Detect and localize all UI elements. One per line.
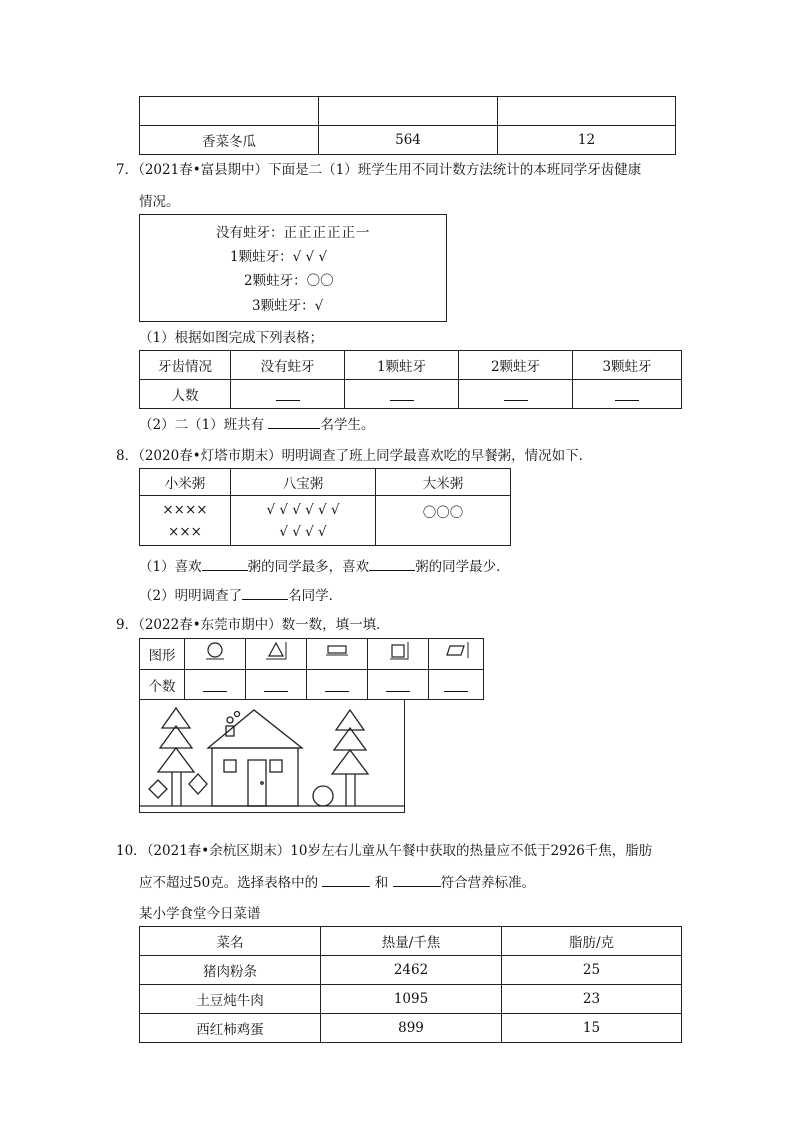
answer-blank[interactable] [369,558,415,571]
tally-line-1-cavity [230,245,327,265]
question-source: （2021春•余杭区期末） [146,843,291,859]
table-row [140,1014,682,1043]
triangle-icon [246,639,307,670]
check-marks: √ √ √ √ [279,523,327,540]
table-header: 八宝粥 [231,469,376,496]
table-row-label: 图形 [140,639,185,670]
text: 和 [374,875,389,891]
table-cell [319,97,498,126]
table-header: 热量/千焦 [321,927,502,956]
table-cell: 25 [502,956,682,985]
question-source: （2022春•东莞市期中） [138,617,282,633]
table-cell [376,496,511,546]
tally-line-3-cavities [252,294,323,314]
text: 名学生。 [320,417,375,433]
tally-label: 2颗蛀牙： [244,273,307,289]
table-cell: 12 [498,126,676,155]
check-marks: √ [314,298,324,314]
table-cell [140,97,319,126]
answer-cell[interactable] [459,380,573,409]
table-cell: 899 [321,1014,502,1043]
tally-marks: 正正正正正一 [283,225,371,241]
table-cell: 15 [502,1014,682,1043]
answer-blank[interactable] [242,587,288,600]
table-header: 菜名 [140,927,321,956]
cross-marks: ×××× [162,501,208,518]
question-number: 8． [116,448,139,464]
question-source: （2021春•富县期中） [138,162,269,178]
check-marks: √ √ √ [292,249,327,265]
table-header: 没有蛀牙 [231,351,345,380]
answer-cell[interactable] [573,380,682,409]
question-text: 下面是二（1）班学生用不同计数方法统计的本班同学牙齿健康 [268,162,642,178]
answer-blank[interactable] [322,874,370,887]
text: （1）喜欢 [139,559,202,575]
table-cell [498,97,676,126]
text: 应不超过50克。选择表格中的 [139,875,319,891]
answer-blank[interactable] [268,416,320,429]
table-cell: 土豆炖牛肉 [140,985,321,1014]
table-cell [140,496,231,546]
q8-porridge-table [139,468,511,546]
table-cell: 23 [502,985,682,1014]
question-8-stem [116,444,592,464]
q7-answer-table [139,350,682,409]
table-cell: 2462 [321,956,502,985]
table-header: 牙齿情况 [140,351,231,380]
question-9-stem [116,613,390,633]
table-row [140,956,682,985]
circle-marks: 〇〇 [306,273,334,289]
top-menu-table [139,96,676,155]
question-source: （2020春•灯塔市期末） [138,448,282,464]
text: （2）明明调查了 [139,588,243,604]
question-text: 数一数，填一填． [281,617,390,633]
text: 符合营养标准。 [440,875,536,891]
q7-tally-box [139,214,447,322]
table-header: 脂肪/克 [502,927,682,956]
table-header: 1颗蛀牙 [345,351,459,380]
answer-cell[interactable] [246,670,307,700]
text: 粥的同学最少． [415,559,510,575]
question-number: 7． [116,162,139,178]
question-10-stem-cont [139,871,535,891]
question-number: 9． [116,617,139,633]
q8-part-2 [139,584,342,604]
question-10-stem [116,839,652,859]
table-cell: 香菜冬瓜 [140,126,319,155]
table-cell: 猪肉粉条 [140,956,321,985]
answer-cell[interactable] [345,380,459,409]
question-7-stem [116,158,641,178]
answer-blank[interactable] [202,558,248,571]
check-marks: √ √ √ √ √ √ [266,501,340,518]
q9-shape-count-table [139,638,484,700]
table-header: 3颗蛀牙 [573,351,682,380]
table-row-label: 人数 [140,380,231,409]
square-icon [368,639,429,670]
tally-line-no-cavity [216,221,371,241]
q8-part-1 [139,555,510,575]
answer-cell[interactable] [185,670,246,700]
text: 粥的同学最多，喜欢 [247,559,370,575]
house-picture [139,700,405,813]
answer-cell[interactable] [307,670,368,700]
parallelogram-icon [429,639,484,670]
tally-label: 没有蛀牙： [216,225,284,241]
table-header: 小米粥 [140,469,231,496]
q7-part-1: （1）根据如图完成下列表格； [139,330,324,346]
answer-cell[interactable] [429,670,484,700]
table-cell: 1095 [321,985,502,1014]
menu-caption: 某小学食堂今日菜谱 [139,906,261,922]
cross-marks: ××× [168,523,202,540]
question-text: 明明调查了班上同学最喜欢吃的早餐粥，情况如下． [281,448,593,464]
text: （2）二（1）班共有 [139,417,265,433]
table-cell: 564 [319,126,498,155]
text: 名同学． [288,588,343,604]
house-scene-icon [140,700,404,812]
tally-line-2-cavities [244,269,334,289]
tally-label: 1颗蛀牙： [230,249,293,265]
table-cell: 西红柿鸡蛋 [140,1014,321,1043]
table-header: 2颗蛀牙 [459,351,573,380]
q7-part-2 [139,413,374,433]
question-text: 10岁左右儿童从午餐中获取的热量应不低于2926千焦，脂肪 [290,843,653,859]
circle-marks: 〇〇〇 [422,505,464,521]
q10-menu-table [139,926,682,1043]
circle-icon [185,639,246,670]
table-header: 大米粥 [376,469,511,496]
table-cell [231,496,376,546]
rectangle-icon [307,639,368,670]
answer-cell[interactable] [368,670,429,700]
answer-blank[interactable] [393,874,441,887]
question-number: 10． [116,843,147,859]
question-7-stem-cont: 情况。 [139,194,180,210]
table-row [140,985,682,1014]
answer-cell[interactable] [231,380,345,409]
table-row-label: 个数 [140,670,185,700]
tally-label: 3颗蛀牙： [252,298,315,314]
